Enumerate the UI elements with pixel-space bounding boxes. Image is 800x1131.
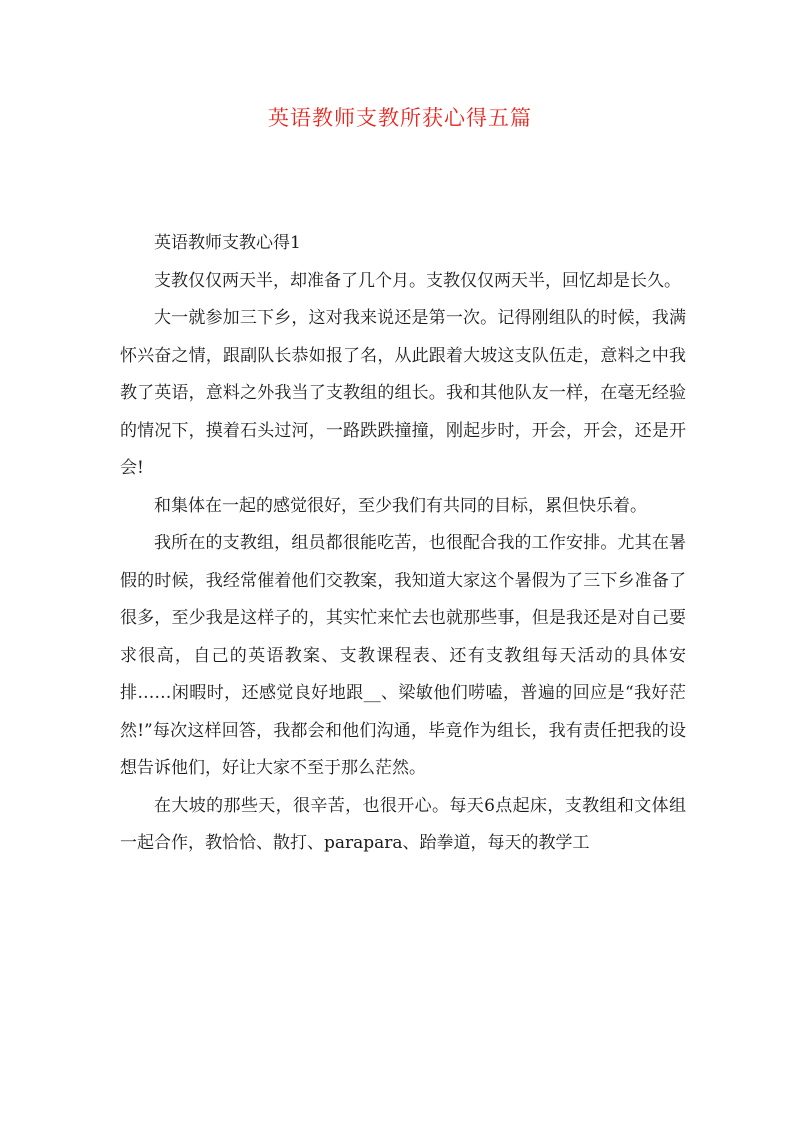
paragraph: 我所在的支教组，组员都很能吃苦，也很配合我的工作安排。尤其在暑假的时候，我经常催着他们交教案，我知道大家这个暑假为了三下乡准备了很多，至少我是这样子的，其实忙来忙去也就那些事，但是我还是对自己要求很高，自己的英语教案、支教课程表、还有支教组每天活动的具体安排……闲暇时，还感觉良好地跟__、梁敏他们唠嗑，普遍的回应是“我好茫然!”每次这样回答，我都会和他们沟通，毕竟作为组长，我有责任把我的设想告诉他们，好让大家不至于那么茫然。 [120,533,686,778]
paragraph: 支教仅仅两天半，却准备了几个月。支教仅仅两天半，回忆却是长久。 [154,270,681,291]
document-title: 英语教师支教所获心得五篇 [268,106,532,130]
paragraph: 大一就参加三下乡，这对我来说还是第一次。记得刚组队的时候，我满怀兴奋之情，跟副队长恭如报了名，从此跟着大坡这支队伍走，意料之中我教了英语，意料之外我当了支教组的组长。我和其他队友一样，在毫无经验的情况下，摸着石头过河，一路跌跌撞撞，刚起步时，开会，开会，还是开会! [120,308,686,478]
document-body [120,225,686,863]
paragraph: 和集体在一起的感觉很好，至少我们有共同的目标，累但快乐着。 [154,495,647,516]
paragraph: 在大坡的那些天，很辛苦，也很开心。每天6点起床，支教组和文体组一起合作，教恰恰、散打、parapara、跆拳道，每天的教学工 [120,795,686,853]
section-heading: 英语教师支教心得1 [154,233,301,253]
